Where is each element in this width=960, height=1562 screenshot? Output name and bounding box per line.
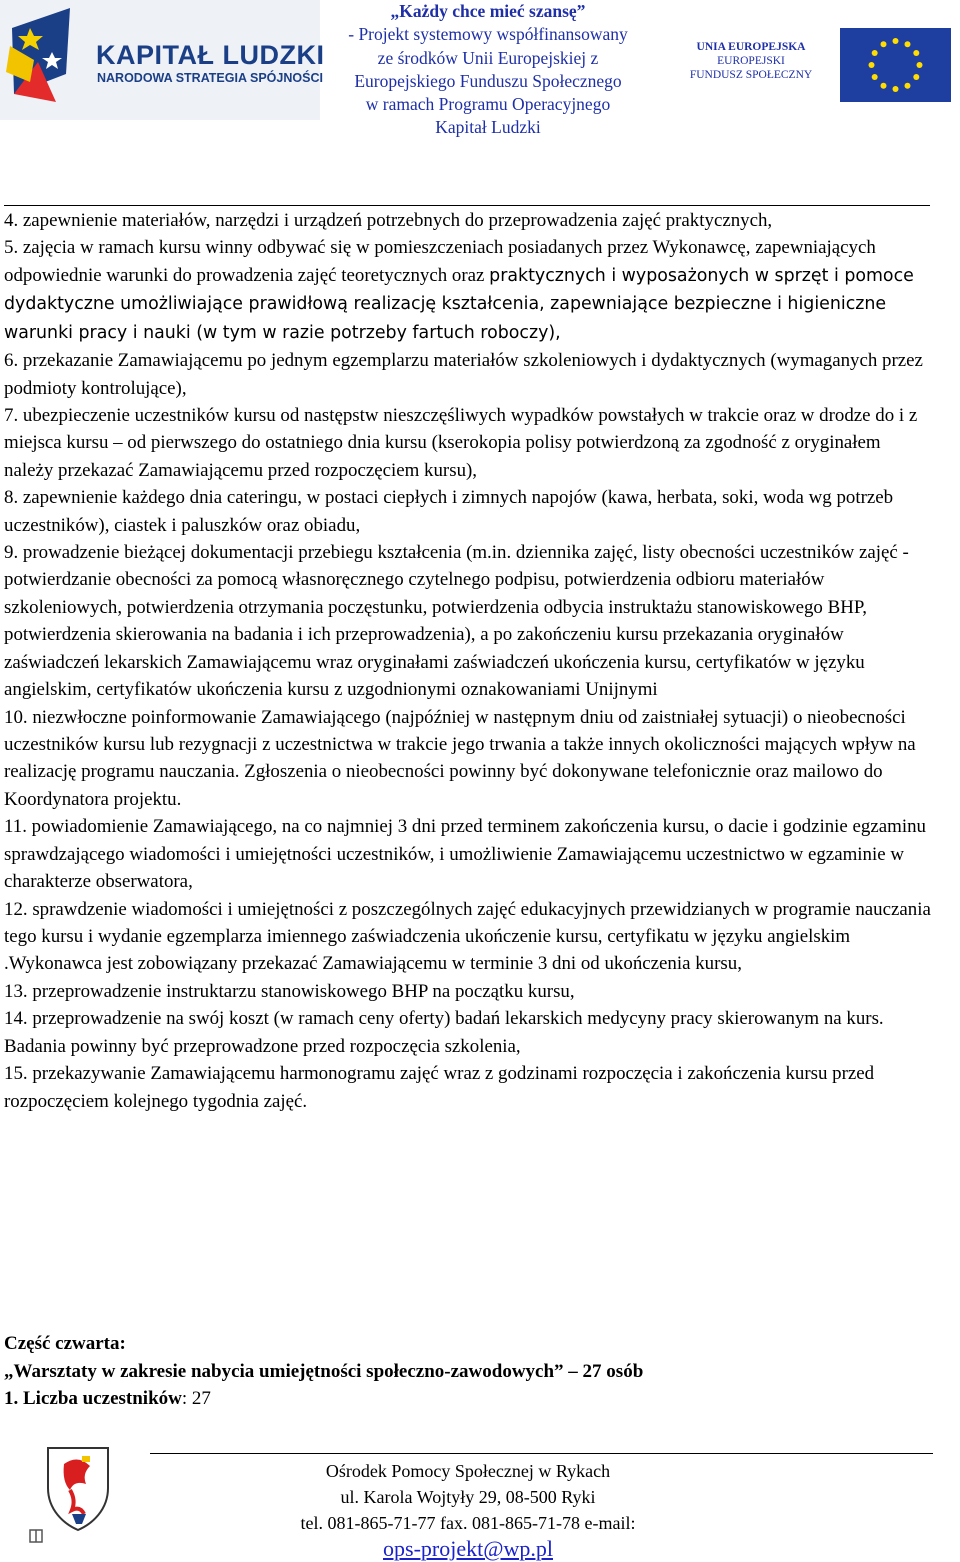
list-item: 11. powiadomienie Zamawiającego, na co najmniej 3 dni przed terminem zakończenia kursu, o dacie i godzinie egzaminu sprawdzającego wiadomości i umiejętności uczestników, i umożliwienie Zamawiającemu uczestnictwo w egzaminie w charakterze obserwatora, [4,816,926,893]
project-title: „Każdy chce mieć szansę” [390,1,586,21]
logo-subtitle: NARODOWA STRATEGIA SPÓJNOŚCI [97,71,323,85]
ryki-coat-of-arms-logo [42,1444,114,1532]
project-line: Kapitał Ludzki [435,117,541,138]
page-header [0,0,960,180]
list-item [4,234,934,347]
footer-contact [160,1458,776,1562]
footer-address: ul. Karola Wojtyły 29, 08-500 Ryki [340,1487,596,1507]
eu-label-line: UNIA EUROPEJSKA [696,41,806,53]
header-divider [4,205,930,206]
list-item: 9. prowadzenie bieżącej dokumentacji przebiegu kształcenia (m.in. dziennika zajęć, listy obecności uczestników zajęć - potwierdzanie obecności za pomocą własnoręcznego czytelnego podpisu, potwierdzenia odbioru materiałów szkoleniowych, potwierdzenia otrzymania poczęstunku, potwierdzenia odbycia instruktażu stanowiskowego BHP, potwierdzenia skierowania na badania i ich przeprowadzenia), a po zakończeniu kursu przekazania oryginałów zaświadczeń lekarskich Zamawiającemu wraz oryginałami zaświadczeń ukończenia kursu, certyfikatów w języku angielskim, certyfikatów ukończenia kursu z uzgodnionymi oznakowaniami Unijnymi [4,542,909,701]
participant-count [4,1385,934,1413]
participant-count-value: : 27 [181,1388,211,1409]
eu-label-line: EUROPEJSKI [717,55,785,67]
project-line: Europejskiego Funduszu Społecznego [354,70,622,91]
section-heading: Część czwarta: [4,1333,126,1354]
eu-flag-icon [840,28,951,102]
footer-org-name: Ośrodek Pomocy Społecznej w Rykach [325,1461,611,1481]
list-item: 14. przeprowadzenie na swój koszt (w ramach ceny oferty) badań lekarskich medycyny pracy skierowanym na kurs. Badania powinny być przeprowadzone przed rozpoczęcia szkolenia, [4,1008,884,1057]
list-item: 4. zapewnienie materiałów, narzędzi i urządzeń potrzebnych do przeprowadzenia zajęć praktycznych, [4,210,773,231]
list-item: 7. ubezpieczenie uczestników kursu od następstw nieszczęśliwych wypadków powstałych w trakcie oraz w drodze do i z miejsca kursu – od pierwszego do ostatniego dnia kursu (kserokopia polisy potwierdzoną za zgodność z oryginałem należy przekazać Zamawiającemu przed rozpoczęciem kursu), [4,404,918,481]
list-item: 12. sprawdzenie wiadomości i umiejętności z poszczególnych zajęć edukacyjnych przewidzianych w programie nauczania tego kursu i wydanie egzemplarza imiennego zaświadczenia ukończenie kursu, certyfikatu w języku angielskim .Wykonawca jest zobowiązany przekazać Zamawiającemu w terminie 3 dni od ukończenia kursu, [4,898,931,975]
list-item-text-continued: praktycznych i wyposażonych w sprzęt i pomoce dydaktyczne umożliwiające prawidłową realizację kształcenia, zapewniające bezpieczne i higieniczne warunki pracy i nauki (w tym w razie potrzeby fartuch roboczy), [4,265,914,343]
eu-label [676,40,826,82]
section-title: „Warsztaty w zakresie nabycia umiejętności społeczno-zawodowych” – 27 osób [4,1360,644,1382]
project-line: - Projekt systemowy współfinansowany [348,24,628,45]
logo-title: KAPITAŁ LUDZKI [96,40,325,70]
small-footer-mark-icon [26,1528,46,1544]
footer-divider [150,1453,933,1454]
part-four-section [4,1330,934,1413]
requirements-list [4,207,934,1115]
project-description [318,0,658,140]
list-item: 8. zapewnienie każdego dnia cateringu, w postaci ciepłych i zimnych napojów (kawa, herbata, soki, woda wg potrzeb uczestników), ciastek i paluszków oraz obiadu, [4,487,894,536]
footer-phone-fax: tel. 081-865-71-77 fax. 081-865-71-78 e-mail: [300,1513,636,1533]
footer-email-link[interactable]: ops-projekt@wp.pl [383,1536,553,1561]
participant-count-label: 1. Liczba uczestników [4,1388,182,1409]
list-item: 6. przekazanie Zamawiającemu po jednym egzemplarzu materiałów szkoleniowych i dydaktycznych (wymaganych przez podmioty kontrolujące), [4,350,923,399]
list-item: 15. przekazywanie Zamawiającemu harmonogramu zajęć wraz z godzinami rozpoczęcia i zakończenia kursu przed rozpoczęciem kolejnego tygodnia zajęć. [4,1063,875,1112]
project-line: w ramach Programu Operacyjnego [365,94,611,115]
eu-label-line: FUNDUSZ SPOŁECZNY [689,69,813,81]
list-item: 10. niezwłoczne poinformowanie Zamawiającego (najpóźniej w następnym dniu od zaistniałej sytuacji) o nieobecności uczestników kursu lub rezygnacji z uczestnictwa w trakcie jego trwania a także innych okoliczności mających wpływ na realizację programu nauczania. Zgłoszenia o nieobecności powinny być dokonywane telefonicznie oraz mailowo do Koordynatora projektu. [4,706,916,810]
list-item: 13. przeprowadzenie instruktarzu stanowiskowego BHP na początku kursu, [4,980,575,1002]
list-item-text: 5. zajęcia w ramach kursu winny odbywać się w pomieszczeniach posiadanych przez Wykonawcę, zapewniających odpowiednie warunki do prowadzenia zajęć teoretycznych oraz [4,237,876,286]
project-line: ze środków Unii Europejskiej z [377,47,599,68]
footer-contact-line [160,1510,776,1562]
